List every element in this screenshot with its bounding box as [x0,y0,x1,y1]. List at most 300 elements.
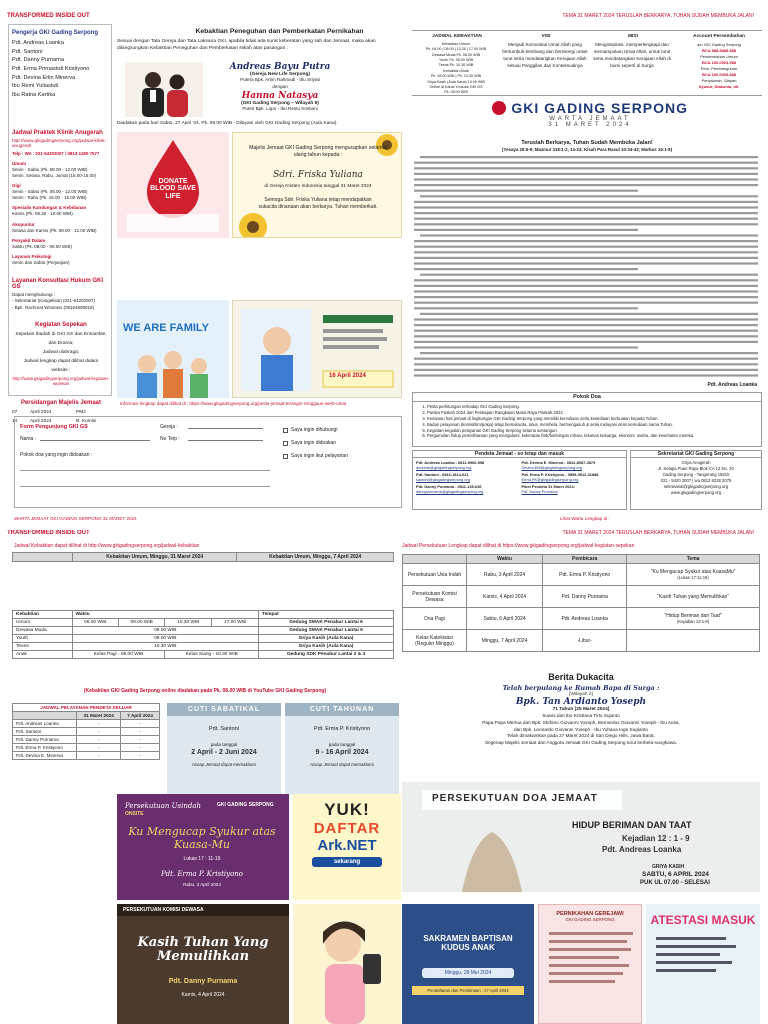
kegiatan-head: Waktu [467,555,543,564]
form-option[interactable] [283,424,348,437]
pengerja-item: Pdt. Danny Purnama [12,57,64,64]
kegiatan-speaker: Pdt. Andreas Loanka [543,608,627,630]
sermon-line [420,156,758,158]
footer-right: Lihat Warta Lengkap di : [560,516,610,521]
persidangan-title: Persidangan Majelis Jemaat [20,400,102,406]
sermon-line [414,229,638,231]
sekretariat-list [631,458,761,497]
pendeta-keluar-cell: - [121,752,160,760]
pendeta-name: Pdt. Andreas Loanka - 0811-9960-998 [416,460,485,465]
kegiatan-row [403,608,760,630]
duka-line: Suami dari Ibu Kristiana Tirto Sujanto [542,713,620,718]
ultah-text: Majelis Jemaat GKI Gading Serpong mengucapkan selamat ulang tahun kepada : [249,145,387,159]
kegiatan-date: Sabtu, 6 April 2024 [467,608,543,630]
kegiatan-theme [627,630,760,652]
sermon-body [412,154,762,382]
kegiatan-title: Kegiatan Sepekan [35,322,87,328]
form-gereja-label: Gereja : [160,424,178,430]
sermon-line [420,195,758,197]
persidangan-day: 07 [12,410,18,415]
sermon-line [414,302,758,304]
komisi-title: PERSEKUTUAN KOMISI DEWASA [117,904,289,916]
klinik-link[interactable]: http://www.gkigadingserpong.org/jadwal-klinik-anugerah [12,138,107,148]
klinik-schedule [12,161,110,266]
dengan-text: dengan [272,84,288,89]
sermon-line [414,173,758,175]
sermon-line [414,246,758,248]
kegiatan-row [403,630,760,652]
kegiatan-head [403,555,467,564]
usia-indah-poster [117,794,289,900]
pendeta-keluar-row [13,752,160,760]
sekretariat-box [630,450,762,510]
usind-title: Persekutuan Usindah [125,802,201,810]
cuti2-note: Harap Jemaat dapat memaklumi [310,762,374,767]
sermon-line [420,313,758,315]
pendeta-email[interactable]: Erma.PK@gkigadingserpong.org [521,477,579,483]
jadwal-line: Kebaktian Anak [443,68,469,73]
usind-onsite: ONSITE [125,811,144,817]
nikah-title: Kebaktian Peneguhan dan Pemberkatan Pernikahan [195,28,364,35]
kegiatan-table [402,554,760,652]
sermon-line [420,352,758,354]
sermon-line [414,240,758,242]
footer-left: WARTA JEMAAT GKI GADING SERPONG 31 MARET 2024 [14,516,137,521]
sekarang-button[interactable]: sekarang [312,857,382,867]
pendeta-keluar-row [13,728,160,736]
doa-ref: Kejadian 12 : 1 - 9 [622,834,690,843]
sermon-line [414,223,758,225]
duka-line: Papa-Papa Mertua dari Bpk. Stefano Giovanni Yoseph, Bernardus Giovanni Yoseph - Ibu Anita, [482,719,680,725]
gereja-field[interactable] [188,428,263,429]
usind-speaker: Pdt. Erma P. Kristiyono [160,870,244,878]
kegiatan-name: Kelas Katekisasi (Reguler Minggu) [403,630,467,652]
checkbox[interactable] [283,454,288,459]
atestasi-poster [646,904,760,1024]
kebaktian-time: 10.30 WIB [72,643,259,651]
account-line: Penyaluran, Siapan [701,78,737,83]
kebaktian-name: Anak [13,651,73,659]
pendeta-keluar-cell: - [77,720,121,728]
info-columns [412,34,762,39]
kegiatan-name: Persekutuan Usia Indah [403,564,467,586]
sermon-line [414,279,758,281]
kebaktian-name: Dewasa Muda [13,627,73,635]
kebaktian-place: Gedung SMAK Penabur Lantai 6 [259,619,394,627]
kebaktian-row [13,619,394,627]
arknet-illustration [293,904,401,1024]
kegiatan-list [12,330,110,376]
sermon-line [414,285,758,287]
kebaktian-row [13,627,394,635]
checkbox[interactable] [283,428,288,433]
kebaktian-place: Gedung SDK Penabur Lantai 2 & 3 [259,651,394,659]
pendeta-title: Pendeta Jemaat - so tetap dan masuk [413,451,626,458]
family-banner [117,300,229,398]
sermon-line [414,262,758,264]
pokok-line-2[interactable] [20,486,270,487]
pendeta-keluar-cell: Pdt. Andreas Loanka [13,720,77,728]
klinik-time: Kamis (Pk. 08.30 - 10.00 WIB) [12,211,73,217]
cuti1-name: Pdt. Santoni [209,726,239,732]
sermon-ref: (Yesaya 25:6-9; Mazmur 118:1-2, 14-24; Kisah Para Rasul 10:34-43; Markus 16:1-8) [501,147,673,152]
sermon-line [414,206,758,208]
sermon-line [420,234,758,236]
pendeta-keluar-head [13,712,77,720]
donor-banner [117,132,229,238]
pokok-item: 1. Pesta perhitungan terhadap GKI Gading Serpong. [427,404,757,410]
sermon-line [414,212,758,214]
kebaktian-time: 08.00 WIB [118,619,164,627]
pengerja-item: Pdt. Devina Erlin Minerva [12,74,76,81]
sermon-line [414,167,758,169]
info-col-title: JADWAL KEBAKTIAN [432,34,482,39]
pendeta-name: Pdt. Danny Purnama - 0811-135-636 [416,484,482,490]
kegiatan-speaker: Pdt. Danny Purnama [543,586,627,608]
name-field[interactable] [40,440,150,441]
persidangan-month: April 2024 [30,418,52,424]
duka-line: Telah dimakamkan pada 27 Maret 2024 di San Diego Hills, Jawa Barat. [507,733,655,739]
pendeta-keluar-row [13,736,160,744]
pendeta-keluar-cell: - [77,752,121,760]
komisi-speaker: Pdt. Danny Purnama [168,978,238,985]
groom-parents: Putera Bpk. Amin Rahmadi - Ibu Sriyati [240,77,320,82]
kebaktian-time: 08.00 WIB [72,627,259,635]
jadwal-kebaktian-small [412,42,500,96]
cuti-sabatikal-card [167,703,281,795]
family-date: 16 April 2024 [329,373,366,379]
kebaktian-row [13,651,394,659]
kebaktian-name: Umum [13,619,73,627]
kegiatan-theme-title: "Kasih Tuhan yang Memulihkan" [657,593,730,600]
sermon-line [414,358,758,360]
pendeta-keluar-cell: Pdt. Devina E. Minerva [13,752,77,760]
pendeta-email[interactable]: dannypurnama@gkigadingserpong.org [416,489,484,495]
klinik-heading: Penyakit Dalam [12,237,46,243]
kebaktian-place: Gedung SMAK Penabur Lantai 5 [259,627,394,635]
account-line: BCA 100.0003.988 [701,60,737,65]
klinik-time: Senin dan Sabtu (Perjanjian) [12,259,70,265]
usind-theme: Ku Mengucap Syukur atas Kuasa-Mu [128,825,276,851]
header-left: TRANSFORMED INSIDE OUT [7,13,90,19]
pendeta-keluar-head: 7 April 2024 [121,712,160,720]
jadwal-line: Pk. 06.00 | 08.00 | 10.30 | 17.00 WIB [425,47,487,52]
pendeta-name: Pdt. Santoni - 0816-1814-021 [416,472,469,478]
pengerja-item: Pdt. Santoni [12,48,43,55]
pendeta-keluar-cell: - [77,728,121,736]
usind-date: Rabu, 3 April 2024 [183,882,221,887]
kebaktian-head-table [12,552,394,562]
bride-name: Hanna Natasya [241,91,319,101]
kids-icon [233,301,402,398]
form-pokok-label: Pokok doa yang ingin didoakan : [20,452,93,458]
kebaktian-time: 17.00 WIB [212,619,259,627]
header-left-2: TRANSFORMED INSIDE OUT [7,530,90,536]
doa-place: GRIYA KASIH [652,864,685,870]
couple-names [205,62,355,111]
hukum-item: - Sekretariat (Kangelista) (021-54202007) [12,298,96,304]
duka-line: dan Bpk. Leonardo Giovanni Yoseph - Ibu Yohana Inge Sugianto [514,726,648,732]
sermon-line [414,363,758,365]
cuti-tahunan-card [285,703,399,795]
info-link[interactable]: Informasi lengkap dapat dilihat di : https://www.gkigadingserpong.org/pesta-jemaat-terangin-minggaun-werb-umat [120,401,347,406]
kegiatan-theme-ref: (Kejadian 12:1-9) [677,619,710,624]
cuti1-title: CUTI SABATIKAL [167,703,281,716]
ultah-wish: Semoga Sdri. Friska Yuliana tetap mendapatkan sukacita dinanaan akan berkarya. Tuhan memberkati. [258,197,378,210]
pendeta-keluar-cell: - [77,736,121,744]
account-line: a/n GKI Gading Serpong [697,42,741,47]
pendeta-keluar-cell: - [121,744,160,752]
kebaktian-place: Griya Kasih (Aula Kana) [259,635,394,643]
sekretariat-line: 021 - 5420 2007 | wa 0813 8228 2075 [660,478,732,484]
doa-time: PUK UL 07.00 - SELESAI [640,880,710,886]
sermon-line [414,307,638,309]
kebaktian-time: Kelas Pagi - 08.00 WIB [72,651,165,659]
info-col-title: Account Persembahan [693,34,745,39]
ultah-name: Sdri. Friska Yuliana [273,170,363,180]
arknet-poster [293,794,401,900]
pengerja-item: Pdt. Andreas Loanka [12,40,64,46]
form-telp-label: No Telp : [160,436,180,442]
bride-parents: Puteri Bpk. Lopo - Ibu Restu Kristiani [242,106,318,111]
pendeta-keluar-cell: - [121,736,160,744]
groom-church: (Gereja New Life Serpong) [250,72,310,77]
bride-church: (GKI Gading Serpong – Wilayah 6) [241,101,319,106]
pokok-item: 4. Badan pelayanan (komisi/tim/pokja) tetap bersukacita, tulus, membela, bermengasuh & setia melayani demi kemuliaan nama Tuhan. [427,422,757,428]
cuti2-name: Pdt. Erma P. Kristiyono [313,726,371,732]
sekretariat-line: Jl. Kelapa Puan Raya Blok CA 12 No. 20 [658,466,734,472]
pokok-line-1[interactable] [20,470,270,471]
pernikahan-poster [538,904,642,1024]
sermon-line [414,318,758,320]
kegiatan-link[interactable]: http://www.gkigadingserpong.org/jadwal-kegiatan-sepekan [12,375,110,386]
sekretariat-line: Griya Anugerah [681,460,711,465]
klinik-time: Senin - Rabu (Pk. 15.00 - 15.00 WIB) [12,195,87,201]
couple-photo [125,62,203,117]
account-line: BCA 100.0005.888 [701,72,737,77]
kegiatan-row [403,586,760,608]
sermon-line [414,251,758,253]
kegiatan-item: Sepekan Ibadah di GKI GS dan Ensamble, [15,332,107,337]
requirements-lines-icon [539,922,642,1012]
doa-date: SABTU, 6 APRIL 2024 [642,871,709,878]
kegiatan-speaker: Pdt. Erma P. Kristiyono [543,564,627,586]
family-icon [117,300,229,398]
sermon-line [414,330,758,332]
klinik-section [12,130,110,266]
pokok-title: Pokok Doa [413,393,761,402]
ultah-card [232,132,402,238]
kebaktian-time: 06.00 WIB [72,619,118,627]
sakramen-date: Minggu, 28 Mei 2024 [422,968,514,978]
pokok-list [413,402,761,439]
kegiatan-item: Jadwal lengkap dapat dilihat dalam [23,359,99,365]
sakramen-note: Pendaftaran dan Pembinaan : 27 April 2024 [412,986,524,995]
klinik-heading: Layanan Psikologi [12,253,52,259]
klinik-time: Senin, Selasa, Rabu, Jumat (16.00-15.00) [12,173,97,179]
hukum-section [12,278,110,311]
atestasi-lines-icon [646,927,760,1007]
form-option-label: Saya ingin dihubungi [291,427,338,433]
klinik-heading: Gigi [12,183,21,189]
pokok-item: 2. Panitia Paskah 2024 dan Persiapan Rangkaian Masa Raya Paskah 2024. [427,410,757,416]
kebaktian-name: Youth [13,635,73,643]
header-right-2: TEMA 31 MARET 2024 TERUSLAH BERKARYA, TUHAN SUDAH MEMBUKA JALAN! [562,530,754,536]
account-line: BCA 888.8888.888 [701,48,737,53]
kebaktian-row [13,643,394,651]
kebaktian-head [13,553,73,562]
duka-name: Bpk. Tan Ardianto Yoseph [515,697,647,707]
pendeta-email[interactable]: Pdt. Danny Purnama [521,489,558,495]
form-option[interactable] [283,437,348,450]
sermon-author: Pdt. Andreas Loanka [707,382,757,388]
sermon-line [414,369,758,371]
persidangan-type: PMJ [76,410,86,415]
sekretariat-title: Sekretariat GKI Gading Serpong [631,451,761,458]
groom-name: Andreas Bayu Putra [229,62,331,72]
family-title: WE ARE FAMILY [123,322,209,334]
klinik-time: Sabtu (Pk. 08.00 - 09.00 WIB) [12,243,73,249]
duka-line: Segenap Majelis Jemaat dan Anggota Jemaat GKI Gading Serpong turut berbela-sungkawa. [484,740,678,746]
pengerja-title: Pengerja GKI Gading Serpong [12,30,99,36]
duka-title: Berita Dukacita [548,672,614,682]
kegiatan-theme-title: "Hidup Beriman dan Taat" [664,613,722,619]
nikah-date: Diadakan pada hari Sabtu, 27 April '24, Pk. 09.00 WIB - Dilayani oleh GKI Gading Serpong (Aula Kana). [117,121,338,126]
yuk-text: YUK! [324,800,370,819]
pendeta-name: Piket Pendeta 31 Maret 2024: [521,484,575,490]
komisi-date: Kamis, 4 April 2024 [181,992,225,998]
hukum-list [12,292,110,311]
visi-text: Menjadi Komunitas Umat Allah yang bertumbuh-kembang dan bersinergi untuk turut serta mendatangkan Kerajaan Allah sesuai Panggilan dan Konteksualnya [502,42,588,68]
kebaktian-head: Kebaktian Umum, Minggu, 31 Maret 2024 [73,553,237,562]
church-logo-icon [492,101,506,115]
sakramen-poster [402,904,534,1024]
duka-intro: Telah berpulang ke Rumah Bapa di Surga : [502,684,660,692]
jadwal-line: Dewasa Muda Pk. 08.00 WIB [431,52,481,57]
kegiatan-item: dan Drama; [48,341,74,347]
kegiatan-name: Persekutuan Komisi Dewasa [403,586,467,608]
kebaktian-online: (Kebaktian GKI Gading Serpong online diadakan pada Pk. 08.00 WIB di YouTube GKI Gading Serpong) [83,688,327,694]
pendeta-keluar-cell: Pdt. Danny Purnama [13,736,77,744]
jadwal-line: Youth Pk. 08.00 WIB [439,58,473,63]
klinik-heading: Akupuntur [12,221,35,227]
usind-ref: Lukas 17 : 11-19 [183,856,221,862]
daftar-text: DAFTAR [313,820,381,837]
jadwal-line: Kebaktian Umum [441,42,471,46]
sermon-line [414,178,758,180]
warta-date: 31 MARET 2024 [548,122,632,128]
sermon-line [414,290,758,292]
girl-phone-icon [293,904,401,1024]
kegiatan-date: Minggu, 7 April 2024 [467,630,543,652]
kebaktian-place: Griya Kasih (Aula Kana) [259,643,394,651]
kegiatan-link[interactable]: Jadwal Persekutuan Lengkap dapat dilihat di https://www.gkigadingserpong.org/jadwal-kegiatan-sepekan [402,543,635,549]
komisi-theme: Kasih Tuhan Yang Memulihkan [137,935,269,965]
pendeta-keluar-cell: Pdt. Santoni [13,728,77,736]
pendeta-grid [413,458,626,496]
pendeta-keluar-cell: - [77,744,121,752]
pengerja-section [12,30,110,100]
persidangan-month: April 2024 [30,410,52,415]
kegiatan-head: Pembicara [543,555,627,564]
kegiatan-row [403,564,760,586]
arknet-text: Ark.NET [317,837,377,854]
account-line: Persembahan Umum [700,54,738,59]
form-title: Form Pengunjung GKI GS [20,424,88,430]
hukum-title: Layanan Konsultasi Hukum GKI GS [12,278,104,290]
sermon-line [414,296,758,298]
pendeta-email[interactable]: santoni@gkigadingserpong.org [416,477,470,483]
page-2 [0,530,768,1024]
pendeta-keluar-cell: Pdt. Erma P. Kristiyono [13,744,77,752]
kegiatan-theme [627,564,760,586]
pendeta-email[interactable]: andreas@gkigadingserpong.org [416,465,472,471]
pendeta-email[interactable]: Devina.EM@gkigadingserpong.org [521,465,582,471]
doa-speaker: Pdt. Andreas Loanka [602,845,682,854]
duka-age: 71 Tahun [25 Maret 2024] [552,707,610,712]
form-option[interactable] [283,450,348,463]
kegiatan-item: Jadwal olahraga; [42,350,80,356]
form-option-label: Saya ingin didoakan [291,440,337,446]
kebaktian-col: Tempat [259,611,394,619]
ultah-date: di Gereja Kristen Indonesia tanggal 31 Maret 2024 [264,184,372,189]
sekretariat-line: www.gkigadingserpong.org [670,490,722,496]
kegiatan-date: Kamis, 4 April 2024 [467,586,543,608]
pendeta-keluar-cell: - [121,728,160,736]
jadwal-line: Online di Kanal Youtube GKI GS [429,84,483,89]
sermon-line [414,162,758,164]
klinik-time: Selasa dan Kamis (Pk. 08.00 - 12.00 WIB) [12,227,97,233]
pendeta-entry [416,484,518,494]
account-line: Syukur, Diakonia, dll. [698,84,740,89]
pendeta-keluar-head: 31 Maret 2024 [77,712,121,720]
pendeta-entry [522,472,624,482]
brand-title: GKI GADING SERPONG [511,100,689,116]
hukum-item: Dapat menghubungi : [12,292,56,297]
klinik-heading: Spesialis Kandungan & Kebidanan [12,205,87,211]
gerejawi-title: PERNIKAHAN GEREJAWI [556,911,624,917]
pokok-item: 3. Kesatuan hati jemaat di lingkungan GKI Gading Serpong yang memiliki kemuliaan serta kesediaan berbuatan kepada Tuhan. [427,416,757,422]
checkbox[interactable] [283,441,288,446]
kebaktian-head: Kebaktian Umum, Minggu, 7 April 2024 [237,553,394,562]
hukum-item: - Bpk. Rachmat Winarato (08164808019) [12,304,95,310]
kebaktian-time: 10.30 WIB [165,619,212,627]
sekretariat-line: Gading Serpong - Tangerang 15810 [662,472,730,478]
sermon-line [414,324,758,326]
cuti1-date: 2 April - 2 Juni 2024 [191,749,257,756]
atestasi-title: ATESTASI MASUK [650,913,756,927]
kebaktian-table [12,610,394,659]
doa-theme: HIDUP BERIMAN DAN TAAT [572,820,692,830]
jadwal-line: Pk. 08.00 WIB [444,90,468,95]
kegiatan-section [12,322,110,386]
form-option-label: Saya ingin ikut pelayanan [291,453,348,459]
sermon-line [420,274,758,276]
kegiatan-item: website : [51,368,71,374]
pengerja-item: Ibu Remi Yuliastuti [12,83,59,90]
pendeta-keluar-title: JADWAL PELAYANAN PENDETA KELUAR [13,704,160,712]
kebaktian-link[interactable]: Jadwal Kebaktian dapat dilihat di http://www.gkigadingserpong.org/jadwal-kebaktian [14,543,200,549]
sermon-line [414,190,638,192]
sermon-line [414,335,758,337]
kebaktian-col: Waktu [72,611,259,619]
duka-wilayah: [Wilayah 2] [569,692,593,697]
sermon-line [414,218,758,220]
cuti1-pada: pada tanggal [210,742,238,747]
klinik-title: Jadwal Praktek Klinik Anugerah [12,130,103,136]
telp-field[interactable] [188,440,263,441]
sermon-line [414,346,638,348]
